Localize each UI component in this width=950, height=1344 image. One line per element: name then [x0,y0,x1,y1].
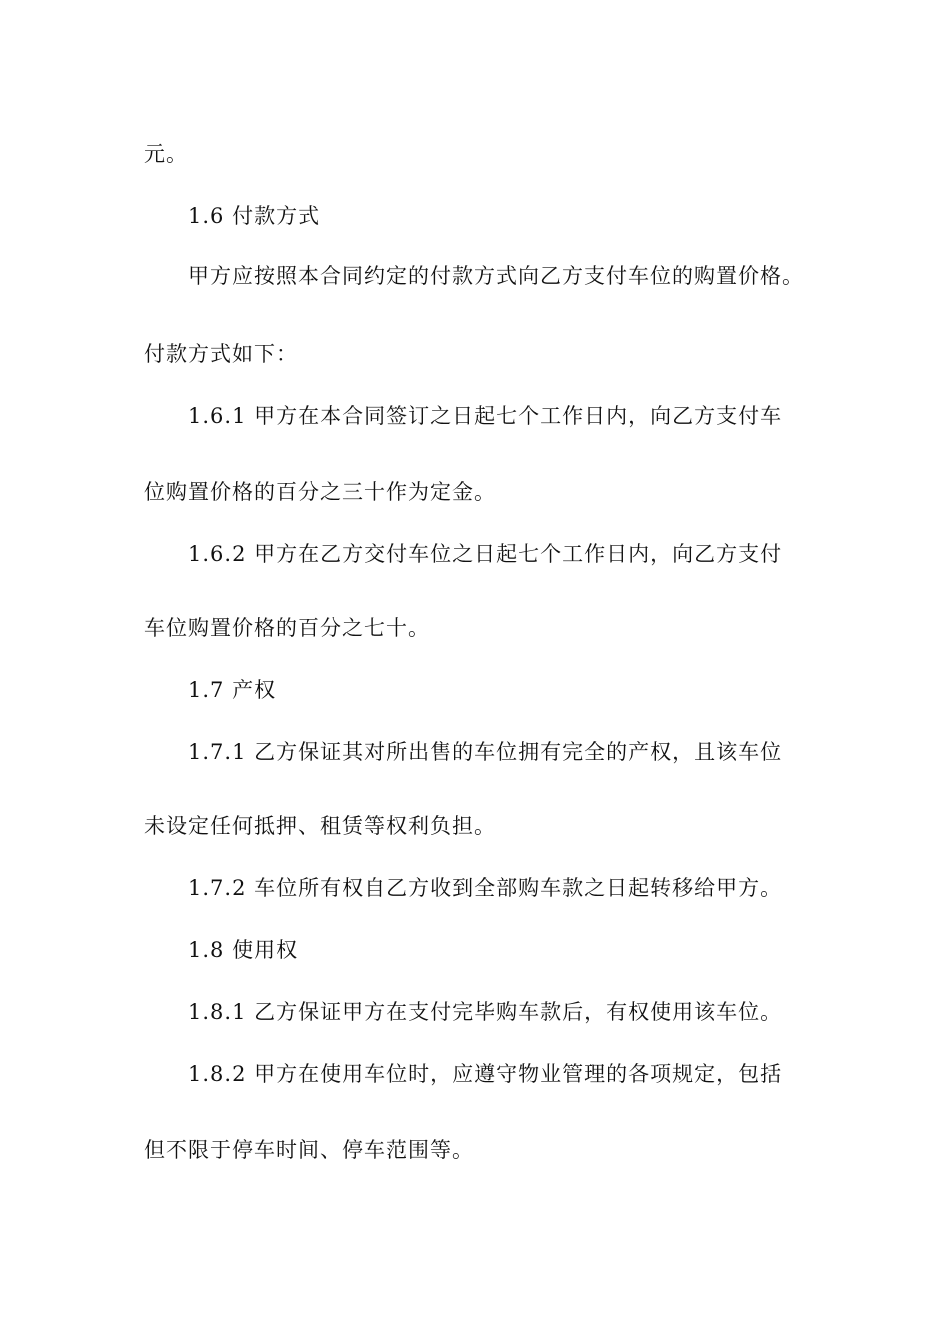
clause-1-8-2-line: 但不限于停车时间、停车范围等。 [144,1138,474,1162]
text-line: 元。 [144,142,188,166]
clause-1-7-2-line: 1.7.2 车位所有权自乙方收到全部购车款之日起转移给甲方。 [188,876,783,900]
clause-1-8-1-line: 1.8.1 乙方保证甲方在支付完毕购车款后，有权使用该车位。 [188,1000,783,1024]
section-heading-1-8: 1.8 使用权 [188,938,299,962]
section-heading-1-6: 1.6 付款方式 [188,204,321,228]
clause-1-8-2-line: 1.8.2 甲方在使用车位时，应遵守物业管理的各项规定，包括 [188,1062,783,1086]
clause-1-6-2-line: 1.6.2 甲方在乙方交付车位之日起七个工作日内，向乙方支付 [188,542,783,566]
section-heading-1-7: 1.7 产权 [188,678,277,702]
clause-1-7-1-line: 未设定任何抵押、租赁等权利负担。 [144,814,496,838]
paragraph-line: 甲方应按照本合同约定的付款方式向乙方支付车位的购置价格。 [188,264,804,288]
clause-1-7-1-line: 1.7.1 乙方保证其对所出售的车位拥有完全的产权，且该车位 [188,740,783,764]
clause-1-6-1-line: 位购置价格的百分之三十作为定金。 [144,480,496,504]
clause-1-6-2-line: 车位购置价格的百分之七十。 [144,616,430,640]
clause-1-6-1-line: 1.6.1 甲方在本合同签订之日起七个工作日内，向乙方支付车 [188,404,783,428]
paragraph-line: 付款方式如下： [144,342,298,366]
